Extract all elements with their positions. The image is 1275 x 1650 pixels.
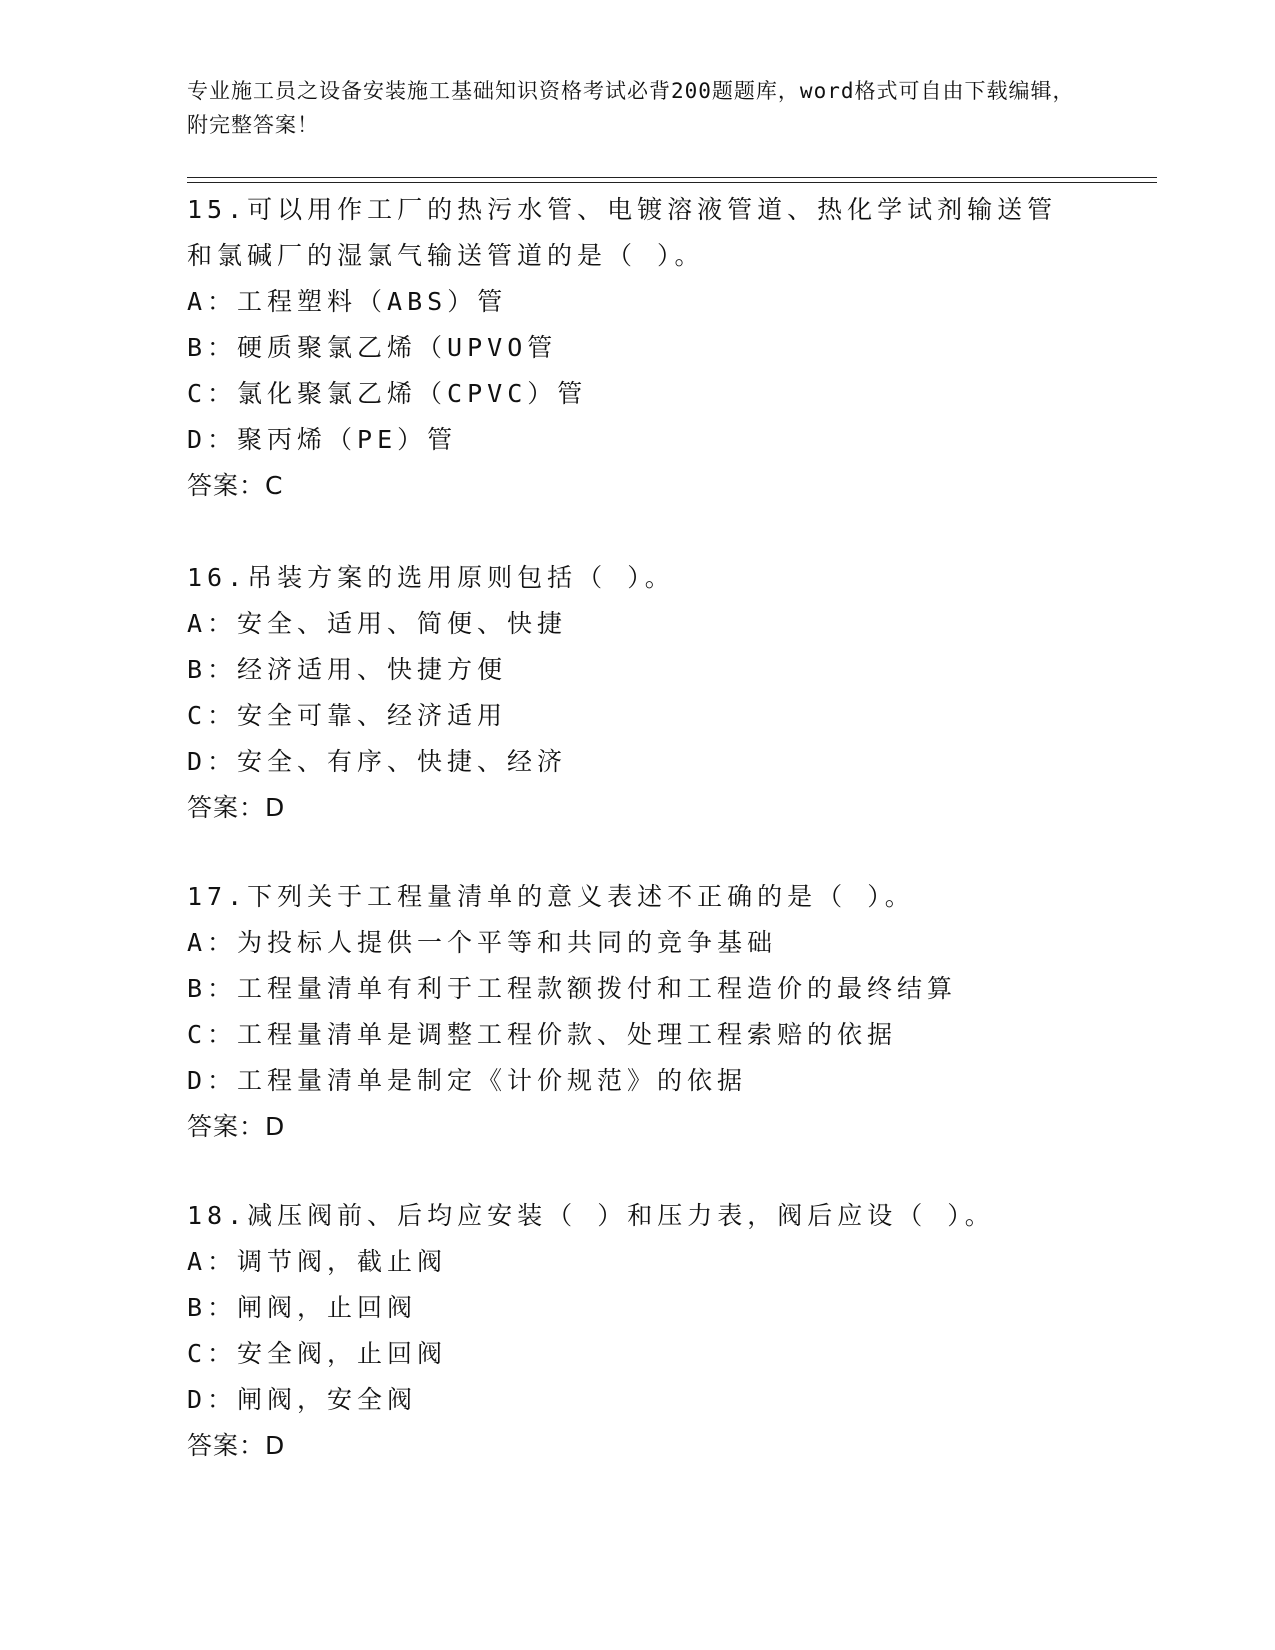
option-c: C：安全可靠、经济适用 <box>187 701 508 730</box>
question-stem: 18.减压阀前、后均应安装（ ）和压力表，阀后应设（ ）。 <box>187 1201 995 1230</box>
option-b: B：工程量清单有利于工程款额拨付和工程造价的最终结算 <box>187 974 958 1003</box>
option-c: C：安全阀，止回阀 <box>187 1339 448 1368</box>
answer: 答案：D <box>187 1112 286 1141</box>
option-c: C：氯化聚氯乙烯（CPVC）管 <box>187 379 588 408</box>
option-a: A：安全、适用、简便、快捷 <box>187 609 568 638</box>
question-stem: 16.吊装方案的选用原则包括（ ）。 <box>187 563 675 592</box>
question-16 <box>187 555 1087 831</box>
question-stem: 17.下列关于工程量清单的意义表述不正确的是（ ）。 <box>187 882 915 911</box>
answer: 答案：D <box>187 1431 286 1460</box>
header-divider-top <box>187 177 1157 178</box>
question-15 <box>187 187 1087 509</box>
option-a: A：工程塑料（ABS）管 <box>187 287 508 316</box>
question-17 <box>187 874 1087 1150</box>
header-divider-bottom <box>187 182 1157 183</box>
option-a: A：调节阀，截止阀 <box>187 1247 448 1276</box>
question-18 <box>187 1193 1087 1469</box>
option-d: D：安全、有序、快捷、经济 <box>187 747 568 776</box>
question-stem: 15.可以用作工厂的热污水管、电镀溶液管道、热化学试剂输送管和氯碱厂的湿氯气输送管道的是（ ）。 <box>187 195 1058 270</box>
option-a: A：为投标人提供一个平等和共同的竞争基础 <box>187 928 778 957</box>
option-c: C：工程量清单是调整工程价款、处理工程索赔的依据 <box>187 1020 898 1049</box>
answer: 答案：C <box>187 471 284 500</box>
option-b: B：硬质聚氯乙烯（UPVO管 <box>187 333 558 362</box>
option-b: B：闸阀，止回阀 <box>187 1293 418 1322</box>
document-header: 专业施工员之设备安装施工基础知识资格考试必背200题题库，word格式可自由下载编辑，附完整答案！ <box>187 79 1075 137</box>
answer: 答案：D <box>187 793 286 822</box>
option-d: D：聚丙烯（PE）管 <box>187 425 458 454</box>
option-d: D：工程量清单是制定《计价规范》的依据 <box>187 1066 748 1095</box>
option-b: B：经济适用、快捷方便 <box>187 655 508 684</box>
option-d: D：闸阀，安全阀 <box>187 1385 418 1414</box>
